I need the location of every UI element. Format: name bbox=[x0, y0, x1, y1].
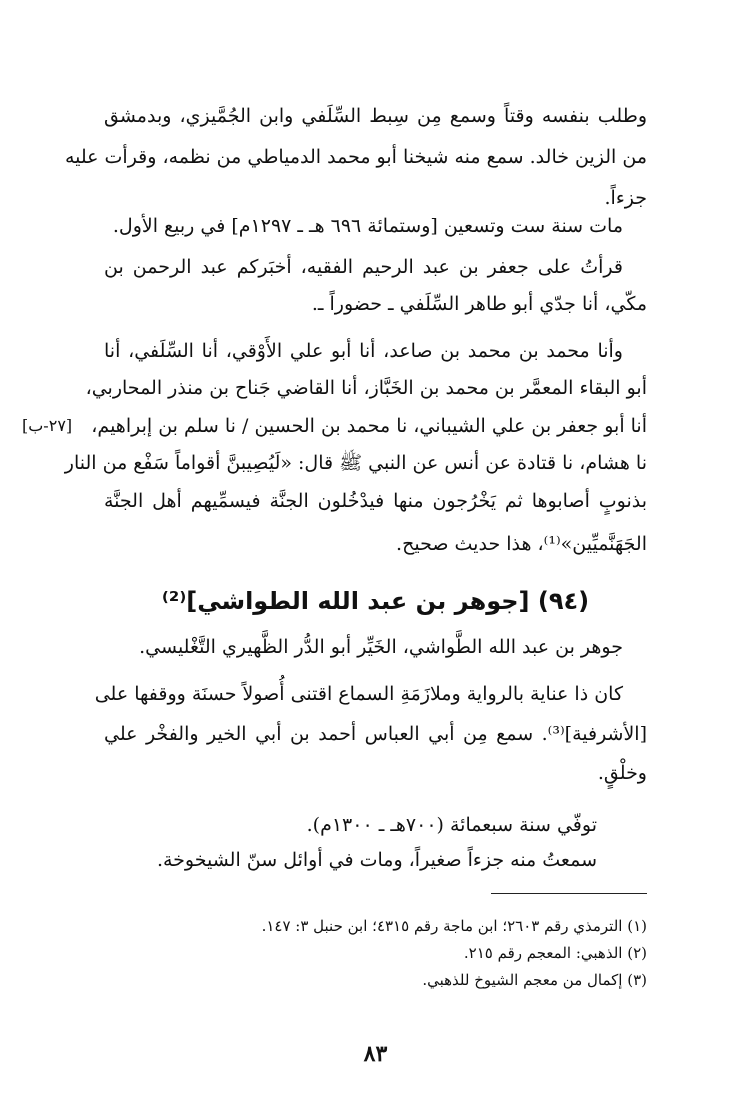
text-line: كان ذا عناية بالرواية وملازَمَةِ السماع اقتنى أُصولاً حسنَة ووقفها على bbox=[94, 683, 623, 705]
margin-folio-note: [٢٧-ب] bbox=[22, 416, 73, 435]
text-line: مكّي، أنا جدّي أبو طاهر السِّلَفي ـ حضوراً ـ. bbox=[311, 293, 647, 315]
text-line: توفّي سنة سبعمائة (٧٠٠هـ ـ ١٣٠٠م). bbox=[306, 814, 597, 836]
footnote: (٣) إكمال من معجم الشيوخ للذهبي. bbox=[422, 971, 647, 989]
footnote-divider bbox=[491, 893, 647, 894]
text-line: نا هشام، نا قتادة عن أنس عن النبي ﷺ قال: «لَيُصِيبنَّ أقواماً سَفْع من النار bbox=[64, 452, 647, 474]
text-line: [الأشرفية]⁽³⁾. سمع مِن أبي العباس أحمد بن أبي الخير والفخْر علي bbox=[104, 723, 647, 745]
text-line: قرأتُ على جعفر بن عبد الرحيم الفقيه، أخبَركم عبد الرحمن بن bbox=[104, 256, 623, 278]
footnote: (٢) الذهبي: المعجم رقم ٢١٥. bbox=[463, 944, 647, 962]
entry-heading: (٩٤) [جوهر بن عبد الله الطواشي]⁽²⁾ bbox=[161, 587, 590, 615]
text-line: وخلْقٍ. bbox=[597, 762, 647, 784]
text-line: أبو البقاء المعمَّر بن محمد بن الخَبَّاز، أنا القاضي جَناح بن منذر المحاربي، bbox=[85, 377, 647, 399]
text-line: الجَهَنَّميِّين»⁽¹⁾، هذا حديث صحيح. bbox=[396, 533, 647, 555]
page-number: ٨٣ bbox=[363, 1041, 388, 1067]
text-line: وطلب بنفسه وقتاً وسمع مِن سِبط السِّلَفي وابن الجُمَّيزي، وبدمشق bbox=[104, 105, 647, 127]
text-line: وأنا محمد بن محمد بن صاعد، أنا أبو علي الأَوْقي، أنا السِّلَفي، أنا bbox=[104, 340, 623, 362]
text-line: من الزين خالد. سمع منه شيخنا أبو محمد الدمياطي من نظمه، وقرأت عليه bbox=[64, 146, 647, 168]
footnote: (١) الترمذي رقم ٢٦٠٣؛ ابن ماجة رقم ٤٣١٥؛ ابن حنبل ٣: ١٤٧. bbox=[261, 917, 647, 935]
text-line: جوهر بن عبد الله الطَّواشي، الخَيِّر أبو الدُّر الظَّهيري التَّغْليسي. bbox=[139, 636, 623, 658]
text-line: جزءاً. bbox=[604, 187, 647, 209]
text-line: مات سنة ست وتسعين [وستمائة ٦٩٦ هـ ـ ١٢٩٧م] في ربيع الأول. bbox=[112, 215, 623, 237]
text-line: سمعتُ منه جزءاً صغيراً، ومات في أوائل سنّ الشيخوخة. bbox=[156, 849, 597, 871]
text-line: بذنوبٍ أصابوها ثم يَخْرُجون منها فيدْخُلون الجنَّة فيسمِّيهم أهل الجنَّة bbox=[104, 490, 647, 512]
text-line: أنا أبو جعفر بن علي الشيباني، نا محمد بن الحسين / نا سلم بن إبراهيم، bbox=[91, 415, 647, 437]
